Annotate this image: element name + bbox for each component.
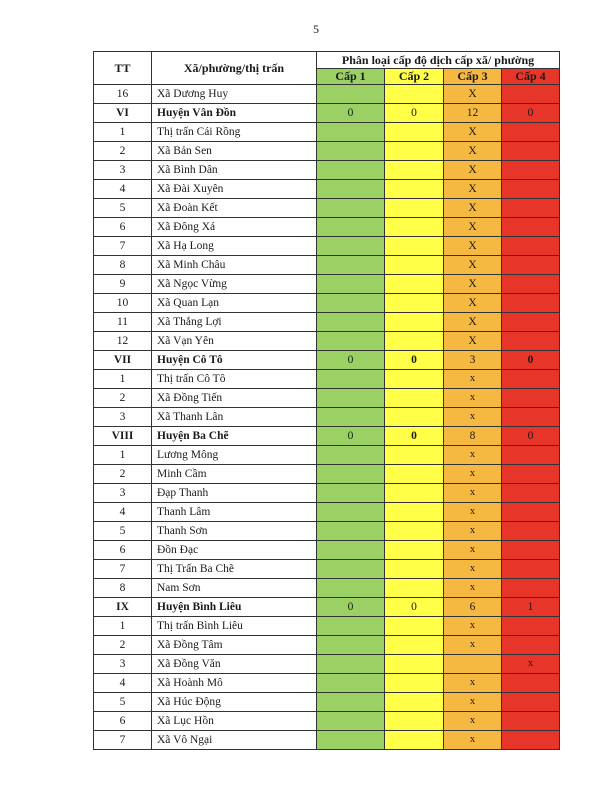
cap-3-cell: x	[444, 446, 502, 465]
row-tt: 1	[94, 446, 152, 465]
cap-4-cell	[502, 693, 560, 712]
row-tt: 10	[94, 294, 152, 313]
cap-2-cell	[385, 731, 444, 750]
cap-3-cell: 6	[444, 598, 502, 617]
cap-4-cell	[502, 674, 560, 693]
cap-3-cell: x	[444, 636, 502, 655]
header-tt: TT	[94, 52, 152, 85]
row-tt: 2	[94, 142, 152, 161]
row-name: Xã Vạn Yên	[152, 332, 317, 351]
cap-2-cell	[385, 484, 444, 503]
cap-3-cell: X	[444, 275, 502, 294]
cap-1-cell	[317, 522, 385, 541]
table-row	[94, 446, 560, 465]
cap-2-cell	[385, 389, 444, 408]
table-row	[94, 560, 560, 579]
cap-1-cell	[317, 541, 385, 560]
table-row	[94, 218, 560, 237]
row-tt: 11	[94, 313, 152, 332]
row-tt: 3	[94, 655, 152, 674]
cap-1-cell	[317, 503, 385, 522]
cap-4-cell	[502, 484, 560, 503]
cap-3-cell: x	[444, 693, 502, 712]
cap-3-cell: x	[444, 389, 502, 408]
row-tt: 8	[94, 579, 152, 598]
header-cap-2: Cấp 2	[385, 69, 444, 85]
cap-4-cell	[502, 275, 560, 294]
row-tt: 7	[94, 560, 152, 579]
row-name: Xã Minh Châu	[152, 256, 317, 275]
cap-1-cell: 0	[317, 351, 385, 370]
cap-4-cell	[502, 332, 560, 351]
cap-1-cell	[317, 370, 385, 389]
table-row	[94, 731, 560, 750]
table-row	[94, 636, 560, 655]
row-name: Xã Vô Ngại	[152, 731, 317, 750]
cap-2-cell	[385, 332, 444, 351]
cap-1-cell: 0	[317, 598, 385, 617]
table-row	[94, 332, 560, 351]
table-row	[94, 617, 560, 636]
cap-4-cell	[502, 465, 560, 484]
cap-1-cell	[317, 636, 385, 655]
header-cap-4: Cấp 4	[502, 69, 560, 85]
cap-1-cell	[317, 446, 385, 465]
cap-1-cell	[317, 579, 385, 598]
cap-3-cell: x	[444, 674, 502, 693]
district-row	[94, 351, 560, 370]
cap-2-cell	[385, 541, 444, 560]
table-row	[94, 85, 560, 104]
cap-4-cell: x	[502, 655, 560, 674]
row-tt: 2	[94, 465, 152, 484]
cap-2-cell	[385, 693, 444, 712]
cap-3-cell: x	[444, 617, 502, 636]
cap-4-cell	[502, 636, 560, 655]
table-row	[94, 199, 560, 218]
row-tt: 1	[94, 617, 152, 636]
table-row	[94, 579, 560, 598]
row-name: Thị trấn Cái Rồng	[152, 123, 317, 142]
table-row	[94, 275, 560, 294]
table-row	[94, 503, 560, 522]
cap-4-cell	[502, 446, 560, 465]
table-row	[94, 693, 560, 712]
cap-2-cell	[385, 655, 444, 674]
cap-1-cell	[317, 85, 385, 104]
cap-3-cell: x	[444, 522, 502, 541]
row-name: Xã Đoàn Kết	[152, 199, 317, 218]
row-tt: 2	[94, 389, 152, 408]
row-tt: 3	[94, 161, 152, 180]
row-name: Thị Trấn Ba Chẽ	[152, 560, 317, 579]
page-number: 5	[313, 22, 319, 36]
cap-4-cell: 0	[502, 351, 560, 370]
table-row	[94, 237, 560, 256]
cap-2-cell	[385, 446, 444, 465]
cap-3-cell: x	[444, 370, 502, 389]
epidemic-level-table	[93, 51, 560, 750]
cap-2-cell	[385, 522, 444, 541]
row-name: Xã Bình Dân	[152, 161, 317, 180]
cap-1-cell	[317, 617, 385, 636]
cap-2-cell	[385, 617, 444, 636]
cap-3-cell: X	[444, 218, 502, 237]
cap-2-cell	[385, 370, 444, 389]
cap-2-cell	[385, 180, 444, 199]
cap-4-cell	[502, 294, 560, 313]
cap-1-cell	[317, 161, 385, 180]
cap-3-cell: x	[444, 465, 502, 484]
cap-2-cell	[385, 161, 444, 180]
cap-4-cell	[502, 237, 560, 256]
table-row	[94, 256, 560, 275]
table-row	[94, 712, 560, 731]
table-row	[94, 180, 560, 199]
cap-2-cell	[385, 503, 444, 522]
row-tt: 16	[94, 85, 152, 104]
row-tt: 2	[94, 636, 152, 655]
cap-3-cell: x	[444, 731, 502, 750]
cap-3-cell	[444, 655, 502, 674]
cap-3-cell: X	[444, 313, 502, 332]
cap-4-cell	[502, 180, 560, 199]
cap-3-cell: 8	[444, 427, 502, 446]
row-tt: 8	[94, 256, 152, 275]
row-tt: 4	[94, 503, 152, 522]
cap-2-cell	[385, 142, 444, 161]
cap-2-cell	[385, 275, 444, 294]
table-row	[94, 484, 560, 503]
cap-1-cell	[317, 693, 385, 712]
row-tt: 7	[94, 237, 152, 256]
cap-2-cell	[385, 712, 444, 731]
row-tt: 5	[94, 693, 152, 712]
row-tt: 1	[94, 370, 152, 389]
row-name: Xã Quan Lạn	[152, 294, 317, 313]
cap-3-cell: X	[444, 237, 502, 256]
row-name: Xã Bản Sen	[152, 142, 317, 161]
cap-3-cell: X	[444, 123, 502, 142]
cap-1-cell	[317, 142, 385, 161]
cap-4-cell	[502, 712, 560, 731]
row-name: Xã Hạ Long	[152, 237, 317, 256]
cap-4-cell	[502, 85, 560, 104]
cap-4-cell	[502, 256, 560, 275]
row-name: Xã Lục Hồn	[152, 712, 317, 731]
header-cap-3: Cấp 3	[444, 69, 502, 85]
cap-2-cell	[385, 465, 444, 484]
header-group: Phân loại cấp độ dịch cấp xã/ phường	[317, 52, 560, 69]
cap-1-cell: 0	[317, 427, 385, 446]
cap-4-cell	[502, 560, 560, 579]
cap-1-cell	[317, 313, 385, 332]
cap-3-cell: X	[444, 256, 502, 275]
table-row	[94, 123, 560, 142]
table-body	[94, 85, 560, 750]
cap-2-cell	[385, 560, 444, 579]
cap-2-cell	[385, 237, 444, 256]
row-tt: 4	[94, 674, 152, 693]
cap-3-cell: X	[444, 180, 502, 199]
cap-1-cell	[317, 712, 385, 731]
row-tt: 6	[94, 712, 152, 731]
cap-2-cell: 0	[385, 351, 444, 370]
row-tt: 7	[94, 731, 152, 750]
table-row	[94, 522, 560, 541]
cap-3-cell: X	[444, 85, 502, 104]
row-tt: 5	[94, 522, 152, 541]
cap-3-cell: x	[444, 484, 502, 503]
row-name: Xã Dương Huy	[152, 85, 317, 104]
row-name: Huyện Bình Liêu	[152, 598, 317, 617]
row-name: Thị trấn Bình Liêu	[152, 617, 317, 636]
row-name: Nam Sơn	[152, 579, 317, 598]
cap-3-cell: X	[444, 199, 502, 218]
cap-3-cell: x	[444, 579, 502, 598]
row-name: Đồn Đạc	[152, 541, 317, 560]
cap-4-cell	[502, 389, 560, 408]
cap-2-cell: 0	[385, 427, 444, 446]
cap-4-cell	[502, 313, 560, 332]
cap-4-cell	[502, 199, 560, 218]
row-name: Xã Hoành Mô	[152, 674, 317, 693]
cap-1-cell	[317, 389, 385, 408]
district-row	[94, 427, 560, 446]
row-name: Xã Đồng Tiến	[152, 389, 317, 408]
row-tt: 12	[94, 332, 152, 351]
row-name: Huyện Ba Chẽ	[152, 427, 317, 446]
row-tt: 3	[94, 484, 152, 503]
row-name: Xã Húc Động	[152, 693, 317, 712]
district-row	[94, 104, 560, 123]
row-tt: VI	[94, 104, 152, 123]
cap-2-cell	[385, 636, 444, 655]
row-tt: VIII	[94, 427, 152, 446]
cap-1-cell	[317, 674, 385, 693]
table-row	[94, 142, 560, 161]
table-row	[94, 294, 560, 313]
table-row	[94, 655, 560, 674]
row-name: Xã Thắng Lợi	[152, 313, 317, 332]
cap-3-cell: X	[444, 161, 502, 180]
cap-2-cell	[385, 199, 444, 218]
row-name: Xã Đài Xuyên	[152, 180, 317, 199]
cap-3-cell: 12	[444, 104, 502, 123]
district-row	[94, 598, 560, 617]
cap-2-cell	[385, 85, 444, 104]
cap-1-cell	[317, 484, 385, 503]
row-tt: 6	[94, 218, 152, 237]
cap-4-cell	[502, 617, 560, 636]
row-tt: 4	[94, 180, 152, 199]
cap-2-cell	[385, 123, 444, 142]
cap-1-cell	[317, 332, 385, 351]
header-cap-1: Cấp 1	[317, 69, 385, 85]
header-name: Xã/phường/thị trấn	[152, 52, 317, 85]
cap-4-cell: 0	[502, 427, 560, 446]
cap-1-cell	[317, 731, 385, 750]
cap-3-cell: X	[444, 332, 502, 351]
cap-3-cell: 3	[444, 351, 502, 370]
cap-2-cell: 0	[385, 104, 444, 123]
table-row	[94, 389, 560, 408]
cap-1-cell	[317, 275, 385, 294]
cap-3-cell: X	[444, 142, 502, 161]
cap-1-cell	[317, 256, 385, 275]
cap-4-cell	[502, 503, 560, 522]
row-name: Đạp Thanh	[152, 484, 317, 503]
cap-4-cell: 0	[502, 104, 560, 123]
cap-1-cell	[317, 199, 385, 218]
cap-4-cell	[502, 731, 560, 750]
row-name: Xã Thanh Lân	[152, 408, 317, 427]
table-row	[94, 674, 560, 693]
row-name: Huyện Vân Đồn	[152, 104, 317, 123]
cap-1-cell	[317, 408, 385, 427]
cap-2-cell	[385, 579, 444, 598]
cap-2-cell	[385, 313, 444, 332]
table-row	[94, 408, 560, 427]
cap-3-cell: x	[444, 408, 502, 427]
cap-4-cell	[502, 579, 560, 598]
cap-2-cell	[385, 674, 444, 693]
cap-4-cell	[502, 161, 560, 180]
table-row	[94, 370, 560, 389]
row-tt: IX	[94, 598, 152, 617]
row-name: Thanh Lâm	[152, 503, 317, 522]
table-row	[94, 541, 560, 560]
cap-4-cell	[502, 370, 560, 389]
row-name: Thị trấn Cô Tô	[152, 370, 317, 389]
row-name: Thanh Sơn	[152, 522, 317, 541]
cap-4-cell	[502, 142, 560, 161]
cap-2-cell: 0	[385, 598, 444, 617]
row-tt: 5	[94, 199, 152, 218]
row-name: Xã Ngọc Vừng	[152, 275, 317, 294]
cap-3-cell: x	[444, 560, 502, 579]
cap-4-cell	[502, 123, 560, 142]
cap-4-cell	[502, 218, 560, 237]
row-tt: VII	[94, 351, 152, 370]
cap-4-cell	[502, 541, 560, 560]
cap-1-cell	[317, 465, 385, 484]
table-row	[94, 161, 560, 180]
row-tt: 9	[94, 275, 152, 294]
cap-2-cell	[385, 256, 444, 275]
row-tt: 1	[94, 123, 152, 142]
cap-1-cell	[317, 180, 385, 199]
cap-2-cell	[385, 294, 444, 313]
row-name: Minh Cầm	[152, 465, 317, 484]
cap-2-cell	[385, 408, 444, 427]
cap-3-cell: X	[444, 294, 502, 313]
row-tt: 6	[94, 541, 152, 560]
row-name: Xã Đông Xá	[152, 218, 317, 237]
cap-1-cell	[317, 655, 385, 674]
cap-1-cell	[317, 237, 385, 256]
cap-2-cell	[385, 218, 444, 237]
cap-3-cell: x	[444, 541, 502, 560]
row-tt: 3	[94, 408, 152, 427]
cap-3-cell: x	[444, 503, 502, 522]
cap-4-cell	[502, 522, 560, 541]
row-name: Huyện Cô Tô	[152, 351, 317, 370]
cap-1-cell	[317, 123, 385, 142]
cap-3-cell: x	[444, 712, 502, 731]
row-name: Xã Đồng Văn	[152, 655, 317, 674]
cap-4-cell	[502, 408, 560, 427]
cap-1-cell	[317, 294, 385, 313]
row-name: Xã Đồng Tâm	[152, 636, 317, 655]
cap-1-cell	[317, 218, 385, 237]
cap-4-cell: 1	[502, 598, 560, 617]
cap-1-cell	[317, 560, 385, 579]
cap-1-cell: 0	[317, 104, 385, 123]
table-row	[94, 465, 560, 484]
row-name: Lương Mông	[152, 446, 317, 465]
table-row	[94, 313, 560, 332]
